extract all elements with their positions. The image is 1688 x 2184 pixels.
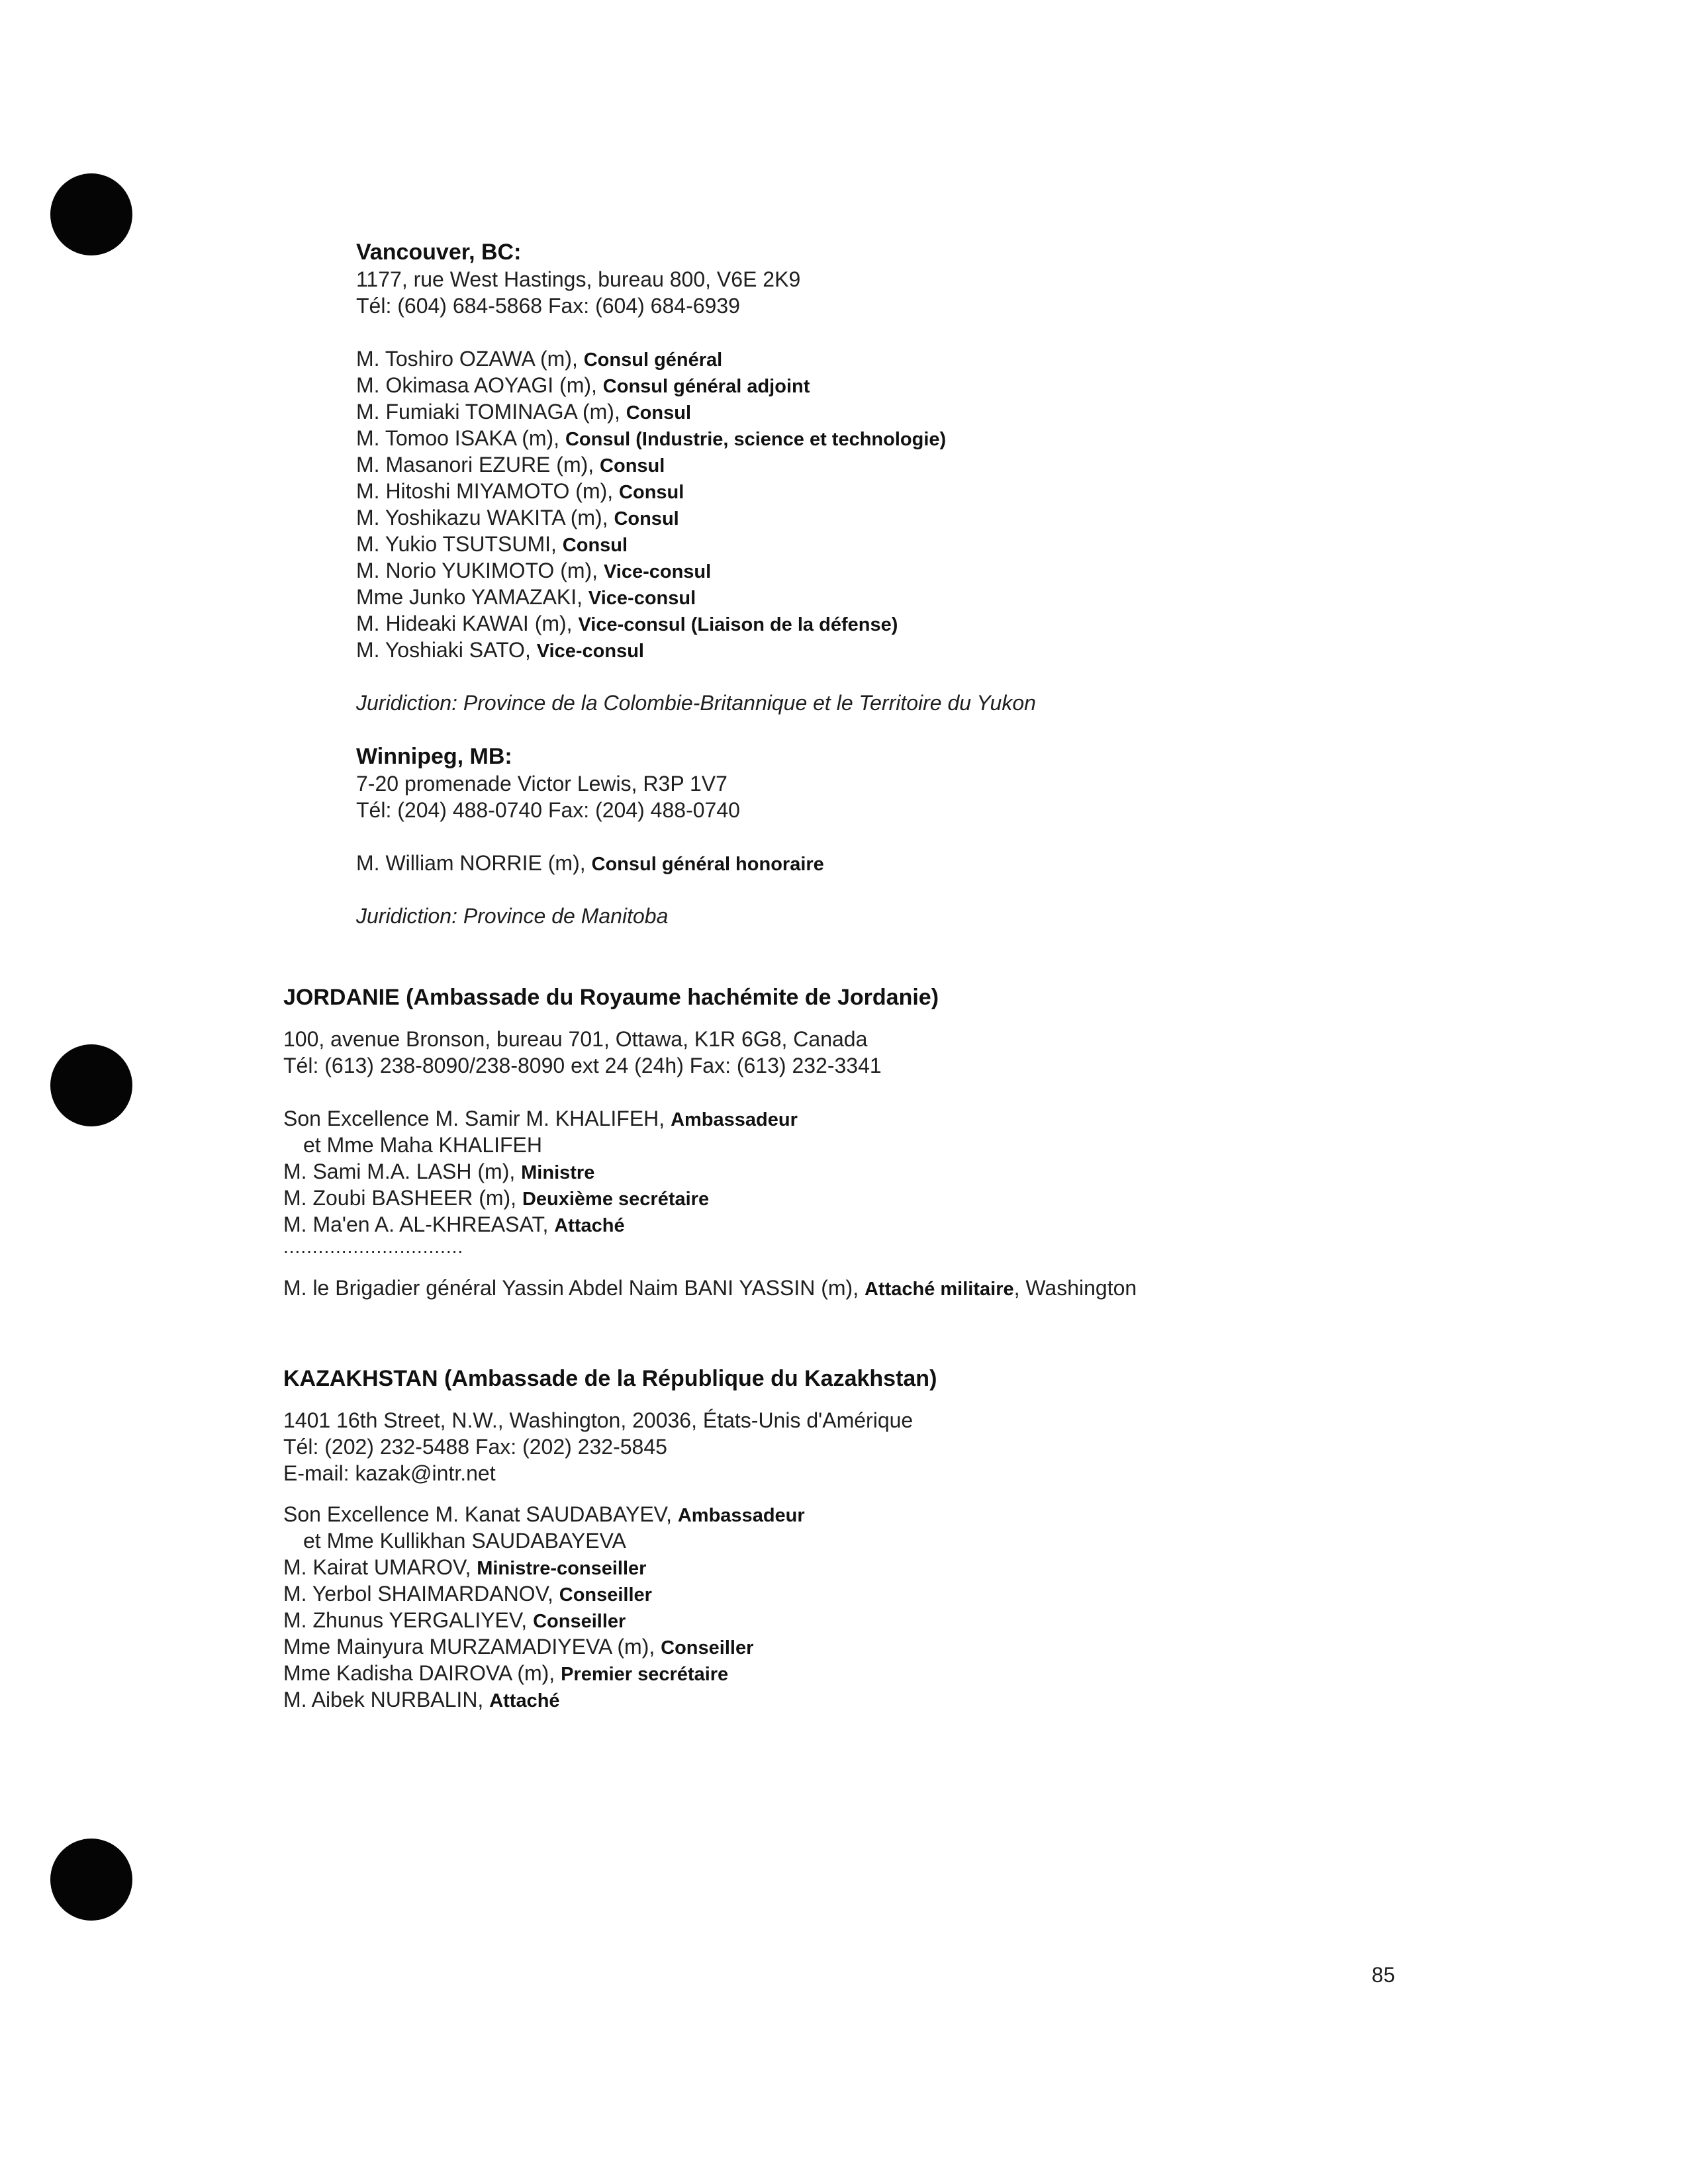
- staff-title: Vice-consul: [603, 561, 712, 582]
- military-attache-name: M. le Brigadier général Yassin Abdel Naim BANI YASSIN (m),: [283, 1276, 859, 1300]
- staff-name: M. Norio YUKIMOTO (m),: [356, 559, 598, 582]
- staff-name: M. Aibek NURBALIN,: [283, 1688, 484, 1711]
- winnipeg-address: 7-20 promenade Victor Lewis, R3P 1V7: [356, 772, 727, 796]
- winnipeg-phone: Tél: (204) 488-0740 Fax: (204) 488-0740: [356, 798, 740, 822]
- staff-entry: [356, 478, 1036, 504]
- kazakhstan-phone: Tél: (202) 232-5488 Fax: (202) 232-5845: [283, 1435, 667, 1459]
- kazakhstan-email: E-mail: kazak@intr.net: [283, 1461, 496, 1485]
- staff-name: M. Yoshikazu WAKITA (m),: [356, 506, 608, 529]
- staff-entry: [356, 504, 1036, 531]
- staff-entry: [283, 1607, 937, 1633]
- staff-entry: [356, 637, 1036, 663]
- ambassador-title: Ambassadeur: [671, 1109, 798, 1130]
- staff-entry: [283, 1158, 1137, 1185]
- staff-entry: [356, 451, 1036, 478]
- ambassador-name: Son Excellence M. Kanat SAUDABAYEV,: [283, 1502, 672, 1526]
- staff-name: M. Hitoshi MIYAMOTO (m),: [356, 479, 614, 503]
- staff-entry: [356, 850, 824, 876]
- staff-title: Vice-consul (Liaison de la défense): [578, 614, 898, 635]
- winnipeg-heading: Winnipeg, MB:: [356, 744, 512, 769]
- staff-name: M. Okimasa AOYAGI (m),: [356, 373, 597, 397]
- military-attache-entry: [283, 1275, 1137, 1301]
- staff-title: Ministre: [521, 1162, 595, 1183]
- staff-title: Consul: [562, 535, 628, 556]
- staff-entry: [356, 425, 1036, 451]
- winnipeg-jurisdiction: Juridiction: Province de Manitoba: [356, 904, 669, 928]
- staff-name: M. Zoubi BASHEER (m),: [283, 1186, 517, 1210]
- ambassador-entry: [283, 1501, 937, 1527]
- ambassador-name: Son Excellence M. Samir M. KHALIFEH,: [283, 1107, 665, 1130]
- staff-title: Consul (Industrie, science et technologie): [565, 429, 947, 450]
- staff-entry: [356, 345, 1036, 372]
- staff-name: Mme Mainyura MURZAMADIYEVA (m),: [283, 1635, 655, 1659]
- staff-name: M. Fumiaki TOMINAGA (m),: [356, 400, 620, 424]
- staff-name: M. Yukio TSUTSUMI,: [356, 532, 557, 556]
- ambassador-entry: [283, 1105, 1137, 1132]
- staff-name: M. Tomoo ISAKA (m),: [356, 426, 560, 450]
- staff-entry: [356, 557, 1036, 584]
- staff-entry: [283, 1554, 937, 1580]
- staff-title: Vice-consul: [588, 588, 696, 609]
- staff-entry: [283, 1660, 937, 1686]
- punch-hole-middle: [50, 1044, 132, 1126]
- staff-name: M. Ma'en A. AL-KHREASAT,: [283, 1212, 549, 1236]
- staff-name: M. Zhunus YERGALIYEV,: [283, 1608, 528, 1632]
- ambassador-spouse: et Mme Maha KHALIFEH: [303, 1133, 542, 1157]
- staff-title: Consul: [619, 482, 684, 503]
- staff-title: Consul général adjoint: [602, 376, 810, 397]
- staff-title: Ministre-conseiller: [477, 1558, 647, 1579]
- staff-name: M. Hideaki KAWAI (m),: [356, 612, 573, 635]
- ambassador-title: Ambassadeur: [677, 1505, 805, 1526]
- staff-name: M. Yoshiaki SATO,: [356, 638, 531, 662]
- staff-entry: [356, 531, 1036, 557]
- staff-entry: [283, 1633, 937, 1660]
- punch-hole-bottom: [50, 1839, 132, 1921]
- jordanie-heading: JORDANIE (Ambassade du Royaume hachémite de Jordanie): [283, 985, 939, 1010]
- vancouver-jurisdiction: Juridiction: Province de la Colombie-Britannique et le Territoire du Yukon: [356, 691, 1036, 715]
- staff-title: Conseiller: [559, 1584, 652, 1606]
- staff-name: M. Sami M.A. LASH (m),: [283, 1160, 516, 1183]
- staff-title: Attaché: [489, 1690, 560, 1711]
- kazakhstan-heading: KAZAKHSTAN (Ambassade de la République du Kazakhstan): [283, 1366, 937, 1391]
- vancouver-phone: Tél: (604) 684-5868 Fax: (604) 684-6939: [356, 294, 740, 318]
- staff-entry: [356, 610, 1036, 637]
- military-attache-title: Attaché militaire: [864, 1279, 1014, 1300]
- staff-entry: [283, 1211, 1137, 1238]
- staff-name: M. Kairat UMAROV,: [283, 1555, 471, 1579]
- vancouver-heading: Vancouver, BC:: [356, 240, 522, 265]
- staff-entry: [283, 1580, 937, 1607]
- jordanie-phone: Tél: (613) 238-8090/238-8090 ext 24 (24h) Fax: (613) 232-3341: [283, 1054, 882, 1077]
- staff-name: Mme Junko YAMAZAKI,: [356, 585, 583, 609]
- staff-title: Deuxième secrétaire: [522, 1189, 710, 1210]
- staff-title: Consul: [626, 402, 692, 424]
- vancouver-address: 1177, rue West Hastings, bureau 800, V6E 2K9: [356, 267, 801, 291]
- staff-title: Vice-consul: [536, 641, 644, 662]
- staff-name: M. Yerbol SHAIMARDANOV,: [283, 1582, 553, 1606]
- staff-entry: [283, 1185, 1137, 1211]
- staff-entry: [356, 584, 1036, 610]
- staff-entry: [356, 372, 1036, 398]
- vancouver-staff-list: [356, 345, 1036, 663]
- vancouver-consulate-section: [356, 238, 1036, 716]
- page-number: 85: [1372, 1963, 1395, 1987]
- staff-title: Consul: [614, 508, 679, 529]
- staff-name: M. William NORRIE (m),: [356, 851, 586, 875]
- staff-name: M. Masanori EZURE (m),: [356, 453, 594, 477]
- staff-title: Attaché: [554, 1215, 625, 1236]
- staff-entry: [356, 398, 1036, 425]
- kazakhstan-address: 1401 16th Street, N.W., Washington, 20036, États-Unis d'Amérique: [283, 1408, 914, 1432]
- jordanie-embassy-section: [283, 983, 1137, 1301]
- staff-title: Consul: [600, 455, 665, 477]
- jordanie-address: 100, avenue Bronson, bureau 701, Ottawa, K1R 6G8, Canada: [283, 1027, 868, 1051]
- dotted-separator: ...............................: [283, 1236, 464, 1257]
- kazakhstan-embassy-section: [283, 1365, 937, 1713]
- staff-title: Conseiller: [533, 1611, 626, 1632]
- punch-hole-top: [50, 173, 132, 255]
- winnipeg-consulate-section: [356, 743, 824, 929]
- staff-entry: [283, 1686, 937, 1713]
- staff-name: Mme Kadisha DAIROVA (m),: [283, 1661, 555, 1685]
- staff-title: Consul général: [583, 349, 723, 371]
- staff-title: Consul général honoraire: [591, 854, 824, 875]
- staff-title: Conseiller: [661, 1637, 754, 1659]
- staff-title: Premier secrétaire: [561, 1664, 729, 1685]
- staff-name: M. Toshiro OZAWA (m),: [356, 347, 578, 371]
- military-attache-location: , Washington: [1013, 1276, 1137, 1300]
- ambassador-spouse: et Mme Kullikhan SAUDABAYEVA: [303, 1529, 626, 1553]
